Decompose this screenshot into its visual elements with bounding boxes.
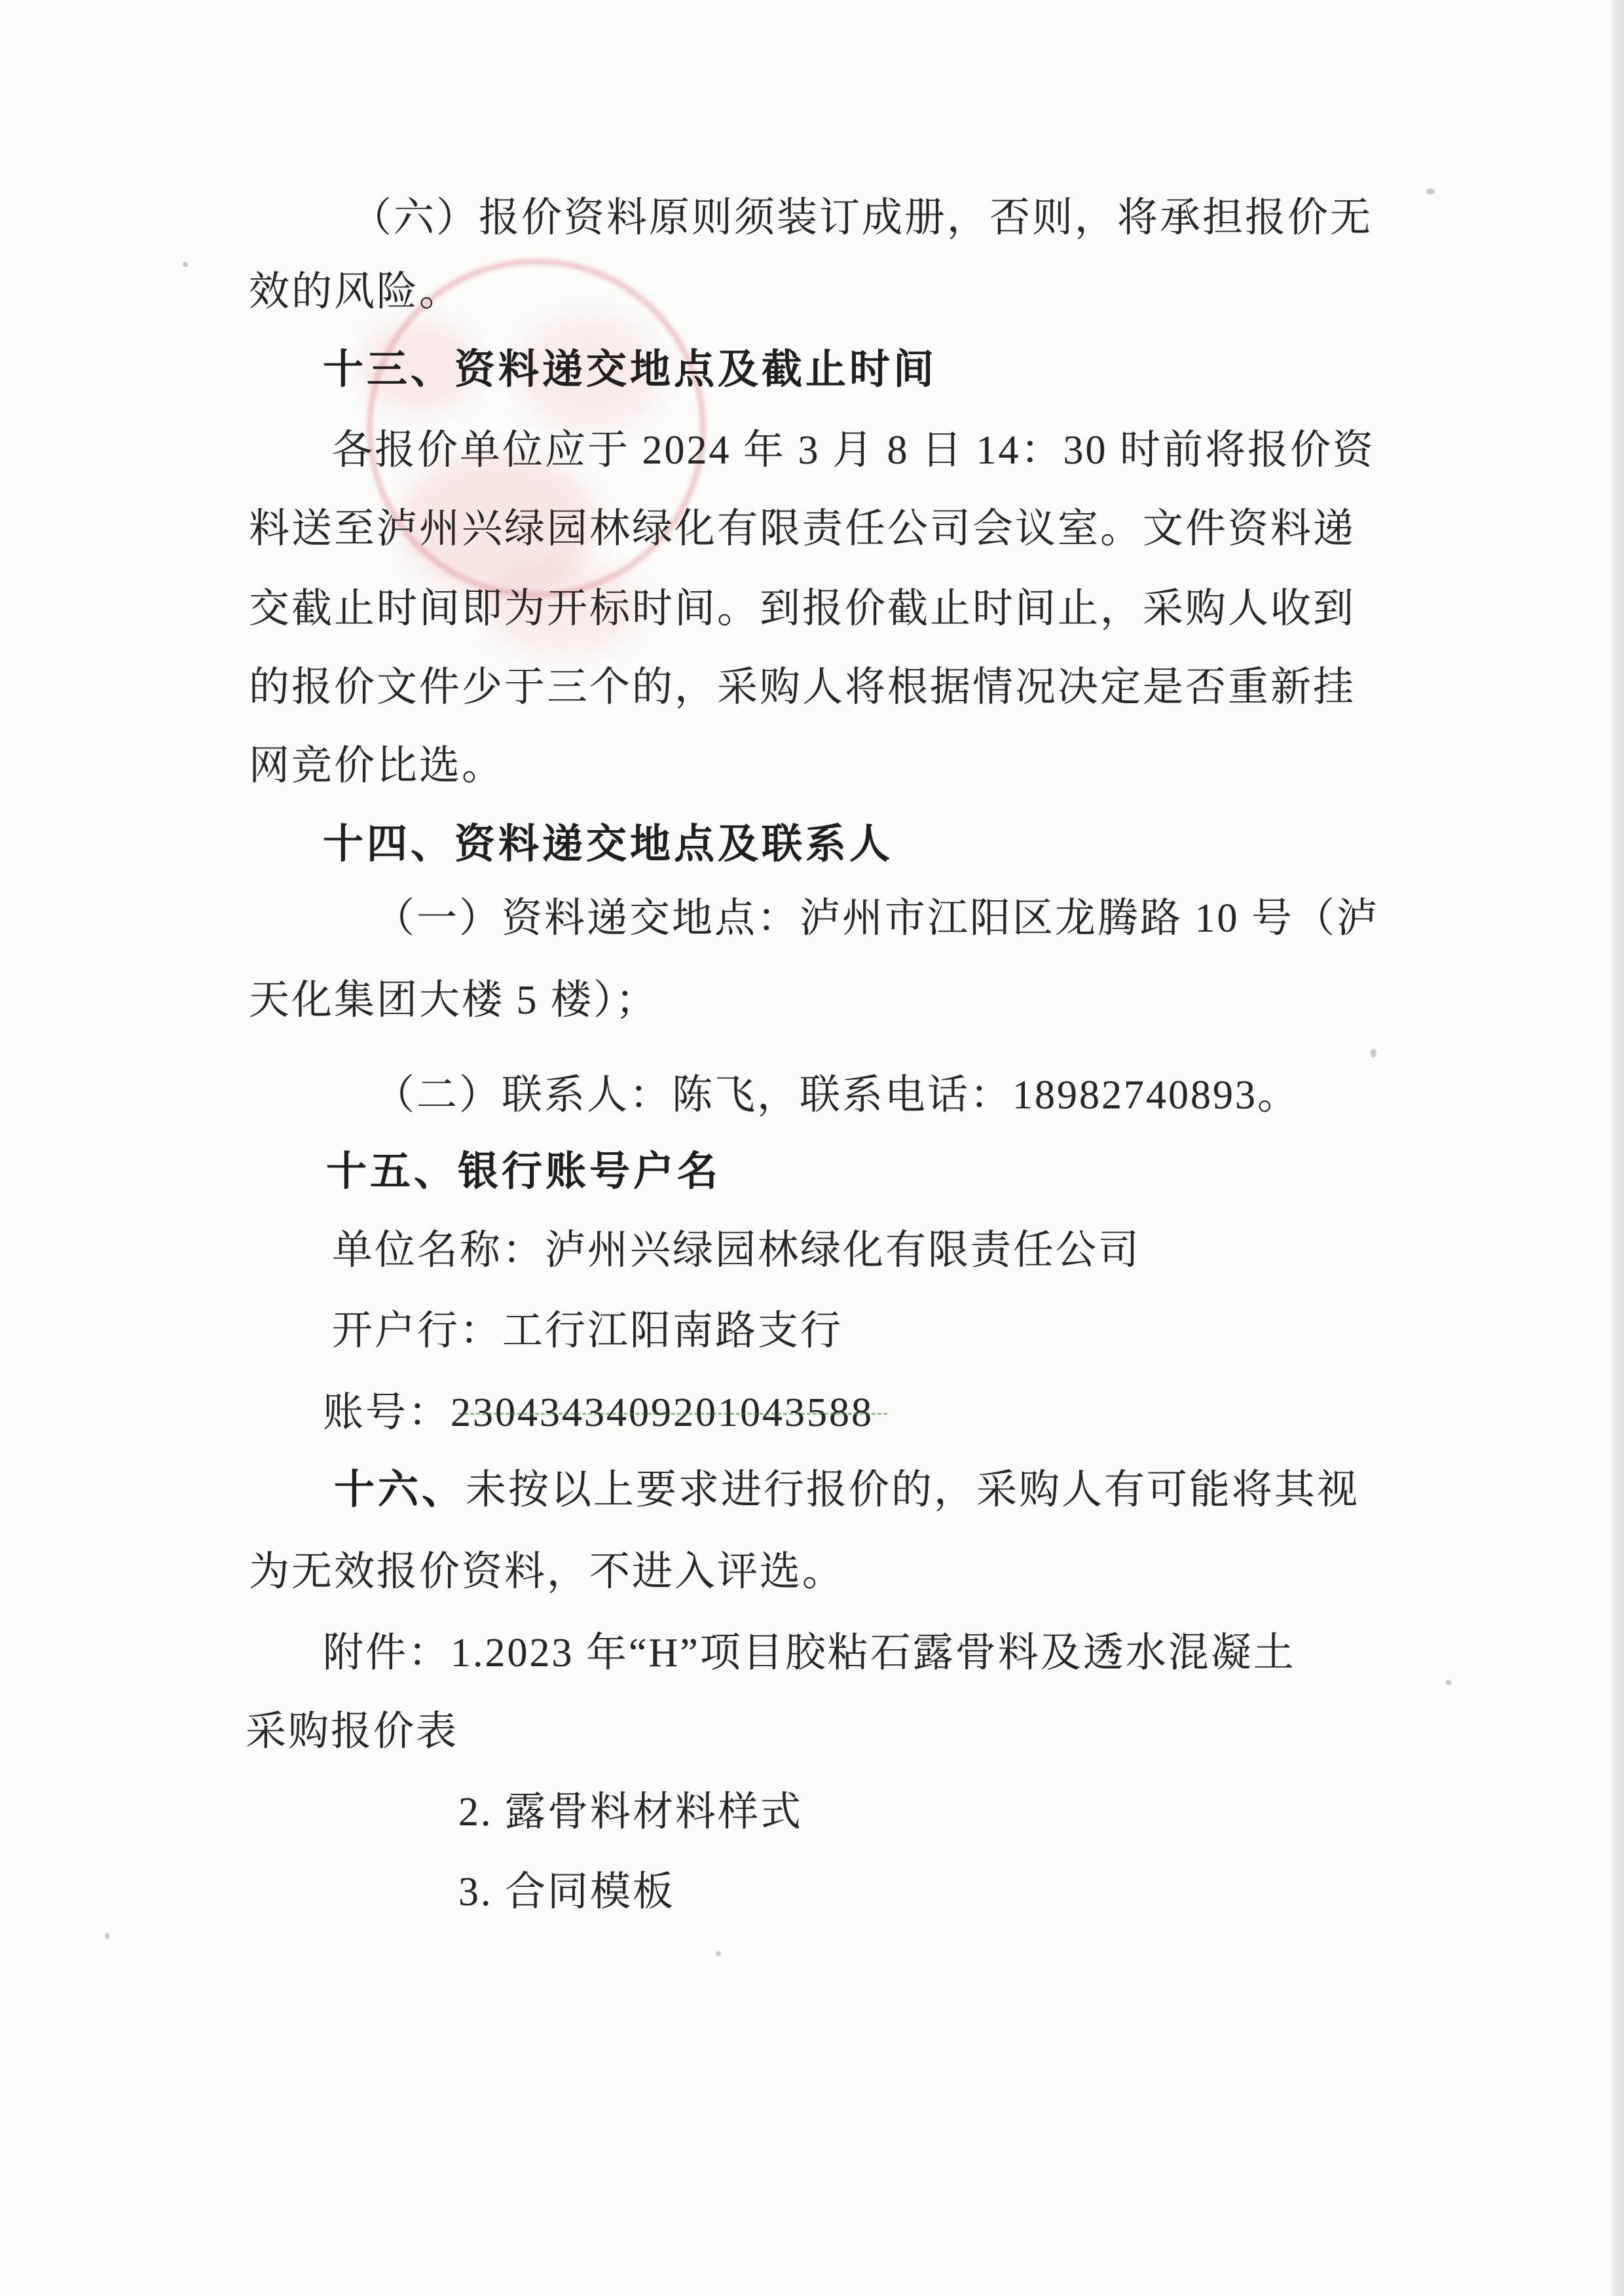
text-line: 开户行：工行江阳南路支行 <box>332 1309 843 1353</box>
scan-artifact-green-dash <box>458 1413 887 1415</box>
heading-line: 十五、银行账号户名 <box>326 1149 722 1194</box>
text-line: （二）联系人：陈飞，联系电话：18982740893。 <box>374 1073 1301 1118</box>
text-line: 账号：2304343409201043588 <box>323 1391 874 1435</box>
text-line: 采购报价表 <box>246 1709 459 1754</box>
scan-speck <box>1371 1049 1376 1057</box>
text-line: 2. 露骨料材料样式 <box>458 1790 803 1834</box>
text-line: 十六、未按以上要求进行报价的，采购人有可能将其视 <box>334 1467 1360 1512</box>
text-line: 交截止时间即为开标时间。到报价截止时间止，采购人收到 <box>249 587 1356 631</box>
text-line: 单位名称：泸州兴绿园林绿化有限责任公司 <box>332 1228 1141 1273</box>
text-line: 为无效报价资料，不进入评选。 <box>249 1550 845 1594</box>
text-line: 附件：1.2023 年“H”项目胶粘石露骨料及透水混凝土 <box>323 1631 1296 1675</box>
heading-line: 十四、资料递交地点及联系人 <box>323 822 894 867</box>
text-line: 的报价文件少于三个的，采购人将根据情况决定是否重新挂 <box>249 665 1356 710</box>
scan-speck <box>1426 189 1435 194</box>
scan-speck <box>183 262 188 267</box>
text-line: 料送至泸州兴绿园林绿化有限责任公司会议室。文件资料递 <box>249 507 1356 551</box>
text-line: （一）资料递交地点：泸州市江阳区龙腾路 10 号（泸 <box>374 896 1380 941</box>
text-line: 效的风险。 <box>249 270 462 314</box>
text-line: 网竞价比选。 <box>249 744 505 788</box>
scan-speck <box>716 1951 721 1956</box>
text-line: （六）报价资料原则须装订成册，否则，将承担报价无 <box>351 196 1373 240</box>
heading-run: 十六、 <box>334 1467 466 1512</box>
text-line: 各报价单位应于 2024 年 3 月 8 日 14：30 时前将报价资 <box>332 428 1376 473</box>
scan-speck <box>105 1933 109 1939</box>
scan-speck <box>1446 1680 1452 1685</box>
text-line: 3. 合同模板 <box>458 1870 676 1914</box>
scan-edge-shadow <box>1610 0 1624 2296</box>
heading-line: 十三、资料递交地点及截止时间 <box>323 347 938 392</box>
text-line: 天化集团大楼 5 楼）； <box>249 978 659 1023</box>
